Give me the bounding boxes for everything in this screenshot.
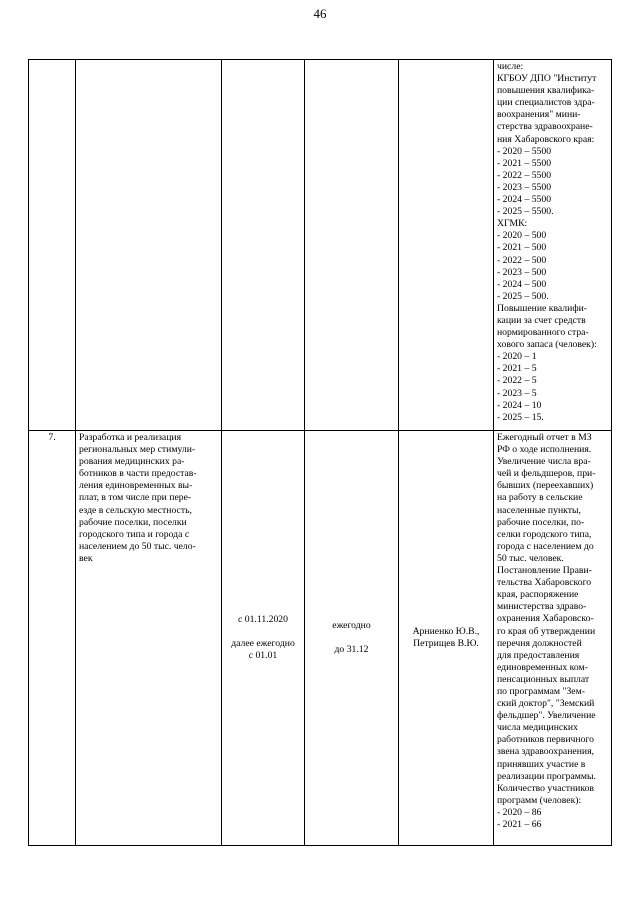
result-line: 50 тыс. человек.	[497, 552, 564, 564]
result-line: селки городского типа,	[497, 528, 592, 540]
result-line: Увеличение числа вра-	[497, 456, 591, 468]
page-number: 46	[313, 6, 327, 21]
end-periodicity: ежегодно	[332, 619, 371, 631]
result-line: - 2025 – 5500.	[497, 206, 554, 218]
result-line: по программам "Зем-	[497, 685, 585, 697]
measure-name-cell	[76, 431, 222, 846]
result-line: - 2022 – 500	[497, 254, 547, 266]
measure-name-line: Разработка и реализация	[79, 432, 182, 443]
measure-name-line: езде в сельскую местность,	[79, 504, 192, 516]
measure-name-cell	[76, 60, 222, 431]
result-lines	[497, 61, 608, 424]
result-line: ский доктор", "Земский	[497, 698, 595, 710]
measure-name-line: региональных мер стимули-	[79, 444, 196, 456]
table-row	[29, 431, 612, 846]
result-line: города с населением до	[497, 540, 594, 552]
result-line: ния Хабаровского края:	[497, 133, 595, 145]
result-line: - 2024 – 10	[497, 399, 542, 411]
result-line: го края об утверждении	[497, 625, 596, 637]
result-line: реализации программы.	[497, 770, 596, 782]
result-line: пенсационных выплат	[497, 673, 590, 685]
measure-name-line: ления единовременных вы-	[79, 480, 193, 492]
measure-name-line: городского типа и города с	[79, 528, 190, 540]
measure-name-line: плат, в том числе при пере-	[79, 492, 192, 504]
result-line: бывших (переехавших)	[497, 480, 594, 492]
end-date-cell	[305, 60, 399, 431]
result-line: охранения Хабаровско-	[497, 613, 594, 625]
result-line: - 2020 – 86	[497, 806, 542, 818]
result-line: края, распоряжение	[497, 589, 579, 601]
result-line: - 2020 – 500	[497, 230, 547, 242]
result-line: повышения квалифика-	[497, 85, 595, 97]
result-line: - 2023 – 5500	[497, 181, 552, 193]
result-line: единовременных ком-	[497, 661, 588, 673]
plan-table	[28, 59, 612, 846]
result-line: перечня должностей	[497, 637, 582, 649]
responsible-cell	[399, 60, 494, 431]
row-number: 7.	[48, 432, 56, 443]
start-periodicity-date: с 01.01	[248, 650, 278, 662]
number-cell	[29, 60, 76, 431]
result-line: - 2024 – 5500	[497, 194, 552, 206]
result-lines	[497, 432, 608, 831]
end-date: до 31.12	[334, 644, 369, 655]
result-line: фельдшер". Увеличение	[497, 710, 596, 722]
result-line: - 2023 – 500	[497, 266, 547, 278]
table-row	[29, 60, 612, 431]
result-line: - 2025 – 500.	[497, 290, 549, 302]
result-line: - 2021 – 66	[497, 819, 542, 830]
responsible-person-2: Петрищев В.Ю.	[413, 638, 479, 649]
result-line: - 2020 – 1	[497, 351, 537, 363]
responsible-person-1: Арниенко Ю.В.,	[412, 625, 480, 637]
result-line: хового запаса (человек):	[497, 339, 597, 351]
result-cell	[494, 431, 612, 846]
result-line: - 2022 – 5500	[497, 169, 552, 181]
result-line: числа медицинских	[497, 722, 578, 734]
result-line: населенные пункты,	[497, 504, 581, 516]
result-line: Количество участников	[497, 782, 594, 794]
measure-name-lines	[79, 432, 218, 565]
result-line: - 2020 – 5500	[497, 145, 552, 157]
result-line: КГБОУ ДПО "Институт	[497, 73, 597, 85]
measure-name-line: населением до 50 тыс. чело-	[79, 540, 196, 552]
number-cell	[29, 431, 76, 846]
result-line: чей и фельдшеров, при-	[497, 468, 596, 480]
result-line: нормированного стра-	[497, 327, 589, 339]
responsible-cell	[399, 431, 494, 846]
result-line: работников первичного	[497, 734, 595, 746]
result-line: принявших участие в	[497, 758, 586, 770]
result-line: стерства здравоохране-	[497, 121, 593, 133]
result-line: - 2022 – 5	[497, 375, 537, 387]
result-line: на работу в сельские	[497, 492, 583, 504]
result-line: для предоставления	[497, 649, 580, 661]
result-line: рабочие поселки, по-	[497, 516, 585, 528]
result-line: - 2021 – 5500	[497, 157, 552, 169]
result-line: тельства Хабаровского	[497, 577, 592, 589]
measure-name-line: рования медицинских ра-	[79, 456, 185, 468]
start-date-cell	[222, 431, 305, 846]
result-line: числе:	[497, 61, 524, 72]
result-cell	[494, 60, 612, 431]
result-line: Повышение квалифи-	[497, 302, 588, 314]
end-date-cell	[305, 431, 399, 846]
result-line: - 2025 – 15.	[497, 411, 544, 423]
result-line: ХГМК:	[497, 218, 528, 230]
result-line: Постановление Прави-	[497, 565, 592, 577]
result-line: программ (человек):	[497, 794, 582, 806]
result-line: звена здравоохранения,	[497, 746, 594, 758]
result-line: РФ о ходе исполнения.	[497, 444, 592, 456]
measure-name-line: век	[79, 552, 93, 564]
result-line: - 2021 – 500	[497, 242, 547, 254]
result-line: кации за счет средств	[497, 314, 586, 326]
result-line: - 2024 – 500	[497, 278, 547, 290]
start-date: с 01.11.2020	[238, 613, 288, 625]
result-line: министерства здраво-	[497, 601, 587, 613]
result-line: - 2021 – 5	[497, 363, 537, 375]
result-line: - 2023 – 5	[497, 387, 537, 399]
result-line: ции специалистов здра-	[497, 97, 595, 109]
start-date-cell	[222, 60, 305, 431]
result-line: воохранения" мини-	[497, 109, 581, 121]
result-line: Ежегодный отчет в МЗ	[497, 432, 592, 443]
start-periodicity: далее ежегодно	[231, 637, 295, 649]
measure-name-line: рабочие поселки, поселки	[79, 516, 187, 528]
measure-name-line: ботников в части предостав-	[79, 468, 197, 480]
